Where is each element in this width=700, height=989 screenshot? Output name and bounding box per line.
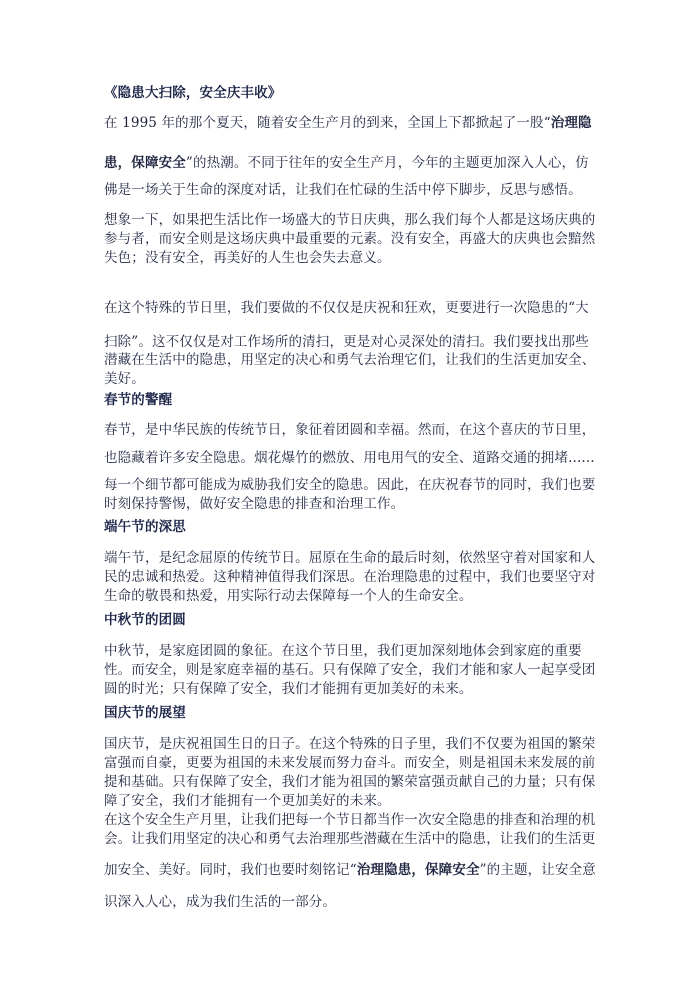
paragraph-8-text: ”的主题，让安全意 bbox=[479, 862, 596, 878]
paragraph-1 bbox=[104, 108, 596, 206]
paragraph-6 bbox=[104, 642, 596, 699]
section-heading-dragon-boat: 端午节的深思 bbox=[104, 519, 186, 535]
paragraph-7-line: 富强而自豪，更要为祖国的未来发展而努力奋斗。而安全，则是祖国未来发展的前 bbox=[104, 755, 596, 771]
section-heading-national-day: 国庆节的展望 bbox=[104, 705, 186, 721]
paragraph-4-line: 时刻保持警惕，做好安全隐患的排查和治理工作。 bbox=[104, 496, 405, 512]
paragraph-3 bbox=[104, 291, 596, 389]
paragraph-2-line: 参与者，而安全则是这场庆典中最重要的元素。没有安全，再盛大的庆典也会黯然 bbox=[104, 231, 596, 247]
paragraph-2-line: 想象一下，如果把生活比作一场盛大的节日庆典，那么我们每个人都是这场庆典的 bbox=[104, 212, 596, 228]
paragraph-1-text: 在 1995 年的那个夏天，随着安全生产月的到来，全国上下都掀起了一股“ bbox=[104, 115, 551, 131]
emphasis-text: 治理隐 bbox=[550, 115, 592, 131]
paragraph-4-line: 也隐藏着许多安全隐患。烟花爆竹的燃放、用电用气的安全、道路交通的拥堵...... bbox=[104, 450, 595, 466]
section-heading-spring-festival: 春节的警醒 bbox=[104, 392, 173, 408]
paragraph-8-text: 加安全、美好。同时，我们也要时刻铭记“ bbox=[104, 862, 357, 878]
paragraph-3-line: 扫除”。这不仅仅是对工作场所的清扫，更是对心灵深处的清扫。我们要找出那些 bbox=[104, 334, 589, 350]
document-body bbox=[104, 78, 596, 917]
paragraph-3-line: 潜藏在生活中的隐患，用坚定的决心和勇气去治理它们，让我们的生活更加安全、 bbox=[104, 352, 596, 368]
section-heading-mid-autumn: 中秋节的团圆 bbox=[104, 612, 186, 628]
paragraph-1-text: 佛是一场关于生命的深度对话，让我们在忙碌的生活中停下脚步，反思与感悟。 bbox=[104, 182, 582, 198]
paragraph-6-line: 圆的时光；只有保障了安全，我们才能拥有更加美好的未来。 bbox=[104, 681, 473, 697]
paragraph-8-line: 在这个安全生产月里，让我们把每一个节日都当作一次安全隐患的排查和治理的机 bbox=[104, 812, 596, 828]
paragraph-7-line: 国庆节，是庆祝祖国生日的日子。在这个特殊的日子里，我们不仅要为祖国的繁荣 bbox=[104, 736, 596, 752]
document-title: 《隐患大扫除，安全庆丰收》 bbox=[104, 85, 282, 101]
paragraph-6-line: 中秋节，是家庭团圆的象征。在这个节日里，我们更加深刻地体会到家庭的重要 bbox=[104, 643, 582, 659]
paragraph-5-line: 生命的敬畏和热爱，用实际行动去保障每一个人的生命安全。 bbox=[104, 588, 473, 604]
paragraph-6-line: 性。而安全，则是家庭幸福的基石。只有保障了安全，我们才能和家人一起享受团 bbox=[104, 662, 596, 678]
paragraph-4-line: 每一个细节都可能成为威胁我们安全的隐患。因此，在庆祝春节的同时，我们也要 bbox=[104, 477, 596, 493]
paragraph-5-line: 端午节，是纪念屈原的传统节日。屈原在生命的最后时刻，依然坚守着对国家和人 bbox=[104, 550, 596, 566]
paragraph-5-line: 民的忠诚和热爱。这种精神值得我们深思。在治理隐患的过程中，我们也要坚守对 bbox=[104, 569, 596, 585]
paragraph-2 bbox=[104, 211, 596, 268]
paragraph-5 bbox=[104, 549, 596, 606]
paragraph-1-text: ”的热潮。不同于往年的安全生产月，今年的主题更加深入人心，仿 bbox=[185, 155, 589, 171]
paragraph-8 bbox=[104, 811, 596, 917]
paragraph-4 bbox=[104, 417, 596, 514]
paragraph-7-line: 障了安全，我们才能拥有一个更加美好的未来。 bbox=[104, 793, 391, 809]
emphasis-text: 治理隐患，保障安全 bbox=[356, 862, 480, 878]
paragraph-2-line: 失色；没有安全，再美好的人生也会失去意义。 bbox=[104, 250, 391, 266]
paragraph-3-line: 美好。 bbox=[104, 371, 145, 387]
paragraph-7-line: 提和基础。只有保障了安全，我们才能为祖国的繁荣富强贡献自己的力量；只有保 bbox=[104, 774, 596, 790]
paragraph-7 bbox=[104, 735, 596, 811]
paragraph-4-line: 春节，是中华民族的传统节日，象征着团圆和幸福。然而，在这个喜庆的节日里， bbox=[104, 422, 596, 438]
paragraph-8-line: 会。让我们用坚定的决心和勇气去治理那些潜藏在生活中的隐患，让我们的生活更 bbox=[104, 831, 596, 847]
paragraph-8-line: 识深入人心，成为我们生活的一部分。 bbox=[104, 894, 337, 910]
emphasis-text: 患，保障安全 bbox=[104, 155, 186, 171]
paragraph-3-line: 在这个特殊的节日里，我们要做的不仅仅是庆祝和狂欢，更要进行一次隐患的“大 bbox=[104, 300, 589, 316]
